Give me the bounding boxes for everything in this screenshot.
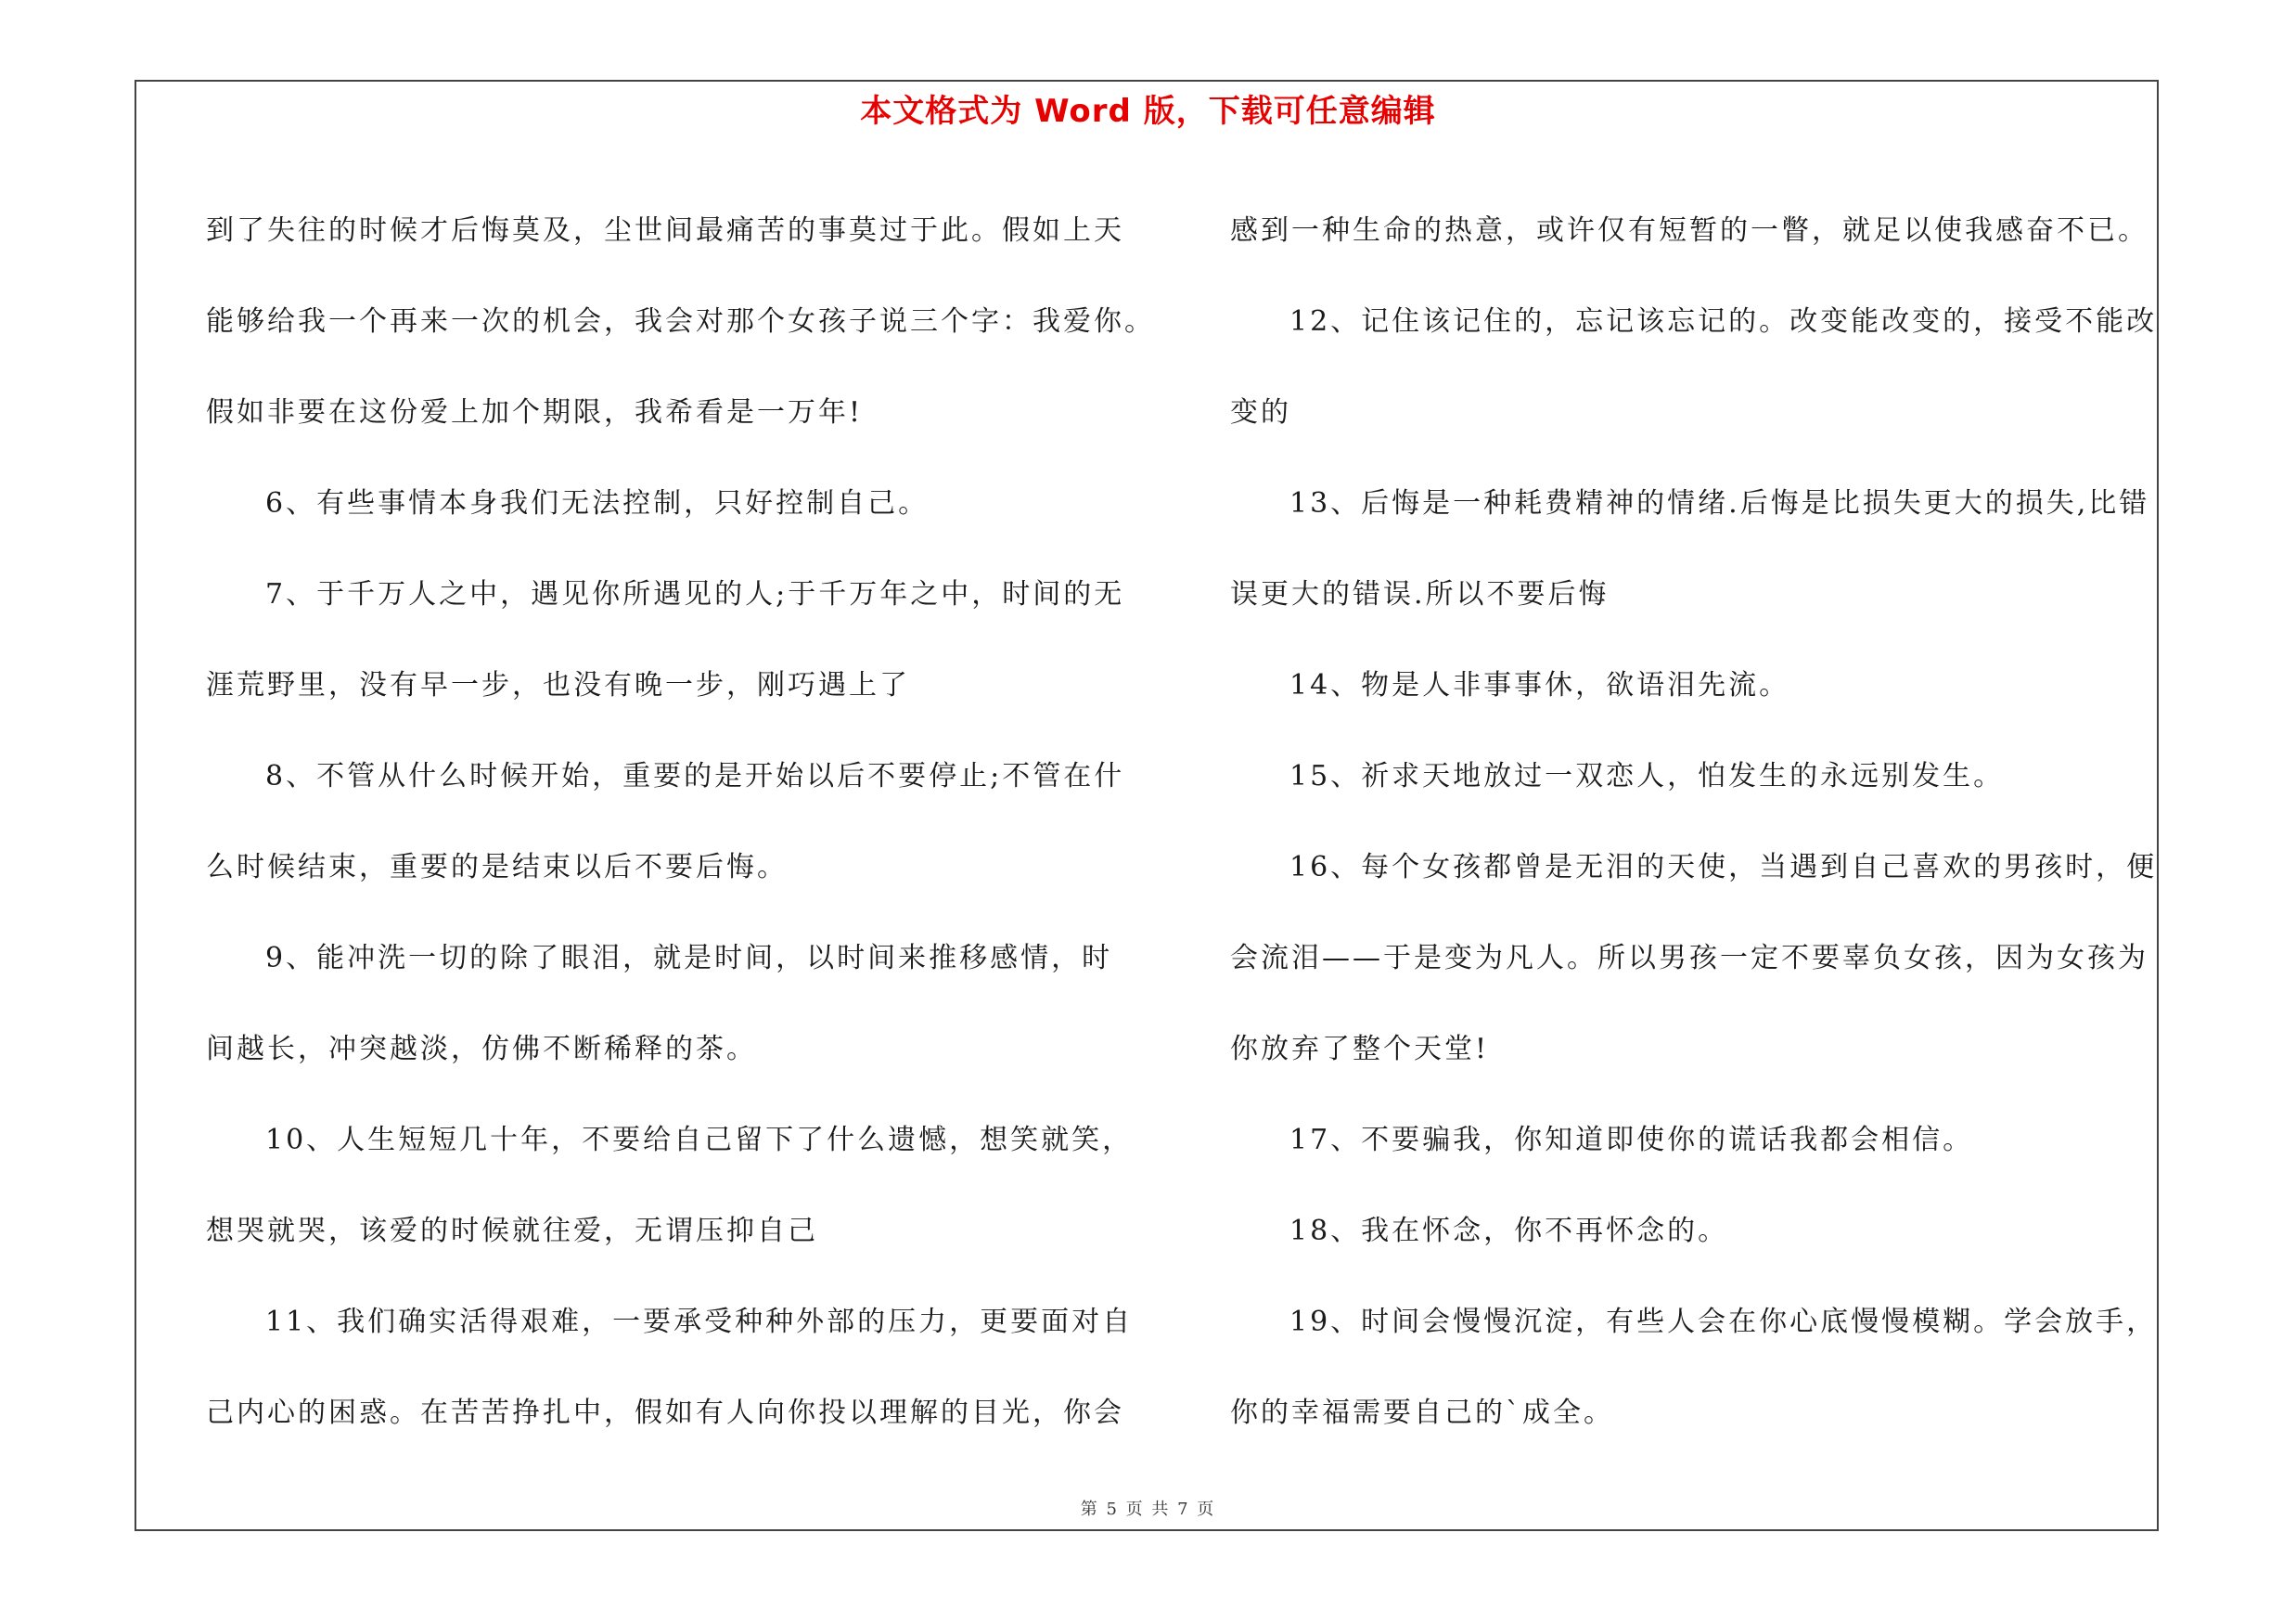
text-line: 你的幸福需要自己的`成全。 bbox=[1230, 1397, 1614, 1429]
text-line: 间越长，冲突越淡，仿佛不断稀释的茶。 bbox=[206, 1033, 757, 1065]
text-line: 10、人生短短几十年，不要给自己留下了什么遗憾，想笑就笑， bbox=[265, 1124, 1134, 1156]
text-line: 9、能冲洗一切的除了眼泪，就是时间，以时间来推移感情，时 bbox=[265, 942, 1113, 974]
text-line: 感到一种生命的热意，或许仅有短暂的一瞥，就足以使我感奋不已。 bbox=[1230, 214, 2148, 247]
text-line: 能够给我一个再来一次的机会，我会对那个女孩子说三个字：我爱你。 bbox=[206, 305, 1155, 338]
text-line: 16、每个女孩都曾是无泪的天使，当遇到自己喜欢的男孩时，便 bbox=[1289, 851, 2158, 883]
text-line: 14、物是人非事事休，欲语泪先流。 bbox=[1289, 669, 1790, 702]
text-line: 7、于千万人之中，遇见你所遇见的人;于千万年之中，时间的无 bbox=[265, 578, 1125, 611]
text-line: 涯荒野里，没有早一步，也没有晚一步，刚巧遇上了 bbox=[206, 669, 910, 702]
text-line: 18、我在怀念，你不再怀念的。 bbox=[1289, 1215, 1729, 1247]
text-line: 想哭就哭，该爱的时候就往爱，无谓压抑自己 bbox=[206, 1215, 818, 1247]
text-line: 19、时间会慢慢沉淀，有些人会在你心底慢慢模糊。学会放手， bbox=[1289, 1306, 2158, 1338]
text-line: 8、不管从什么时候开始，重要的是开始以后不要停止;不管在什 bbox=[265, 760, 1125, 792]
left-column bbox=[206, 186, 1155, 1459]
text-line: 到了失往的时候才后悔莫及，尘世间最痛苦的事莫过于此。假如上天 bbox=[206, 214, 1124, 247]
text-line: 11、我们确实活得艰难，一要承受种种外部的压力，更要面对自 bbox=[265, 1306, 1134, 1338]
text-line: 己内心的困惑。在苦苦挣扎中，假如有人向你投以理解的目光，你会 bbox=[206, 1397, 1124, 1429]
text-line: 15、祈求天地放过一双恋人，怕发生的永远别发生。 bbox=[1289, 760, 2005, 792]
text-line: 变的 bbox=[1230, 396, 1291, 429]
text-line: 17、不要骗我，你知道即使你的谎话我都会相信。 bbox=[1289, 1124, 1974, 1156]
text-line: 会流泪——于是变为凡人。所以男孩一定不要辜负女孩，因为女孩为 bbox=[1230, 942, 2148, 974]
header-banner: 本文格式为 Word 版，下载可任意编辑 bbox=[860, 93, 1436, 130]
text-line: 你放弃了整个天堂! bbox=[1230, 1033, 1490, 1065]
page-number-footer: 第 5 页 共 7 页 bbox=[1080, 1500, 1216, 1519]
text-line: 13、后悔是一种耗费精神的情绪.后悔是比损失更大的损失,比错 bbox=[1289, 487, 2150, 520]
text-line: 误更大的错误.所以不要后悔 bbox=[1230, 578, 1610, 611]
text-line: 6、有些事情本身我们无法控制，只好控制自己。 bbox=[265, 487, 930, 520]
text-line: 么时候结束，重要的是结束以后不要后悔。 bbox=[206, 851, 788, 883]
text-line: 12、记住该记住的，忘记该忘记的。改变能改变的，接受不能改 bbox=[1289, 305, 2158, 338]
right-column bbox=[1230, 186, 2176, 1459]
text-line: 假如非要在这份爱上加个期限，我希看是一万年! bbox=[206, 396, 864, 429]
